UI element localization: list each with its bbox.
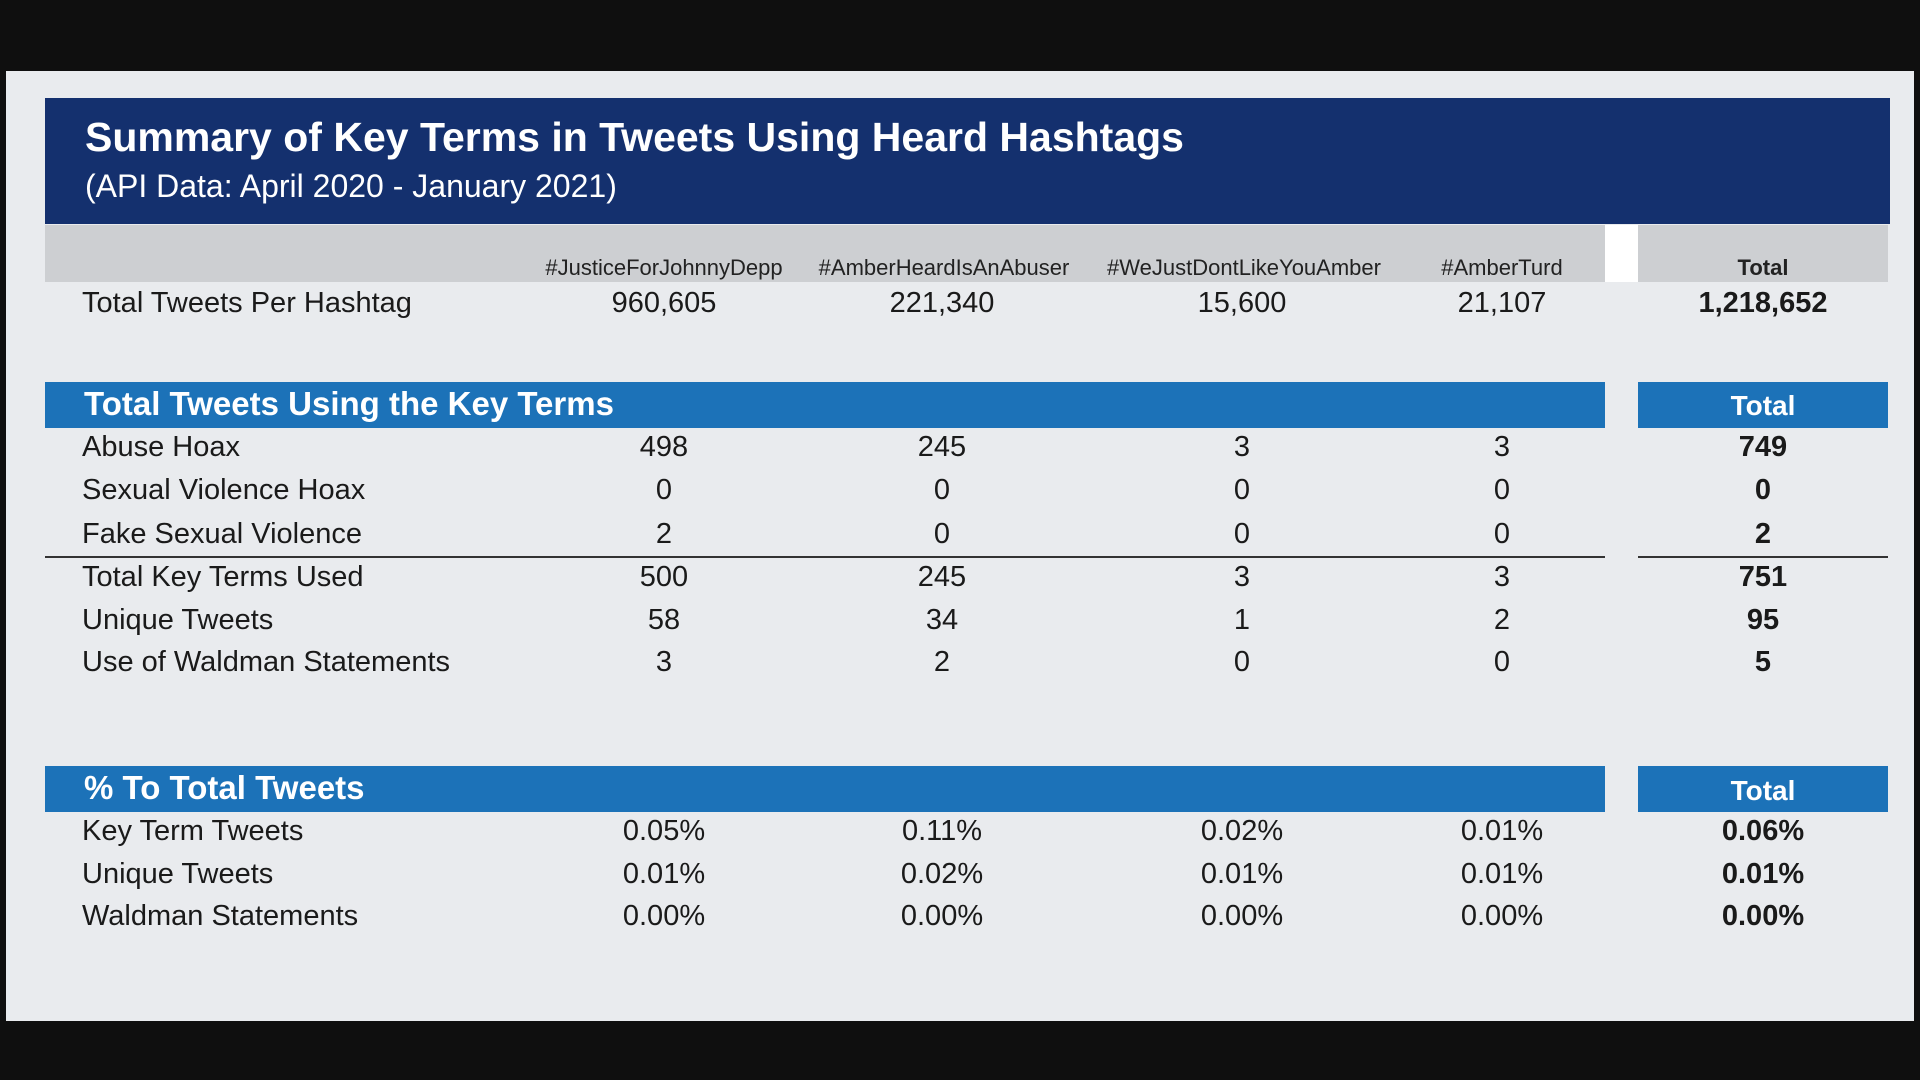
row-label: Total Tweets Per Hashtag [82,287,412,319]
row-label: Use of Waldman Statements [82,646,451,678]
row-label: Unique Tweets [82,858,274,890]
hashtag-header-2: #AmberHeardIsAnAbuser [818,255,1070,280]
cell: 0.00% [1460,900,1544,932]
table-row [0,815,1920,855]
table-row [0,561,1920,601]
subtotal-rule-total [1638,556,1888,558]
total-cell: 2 [1754,518,1772,550]
cell: 0.02% [900,858,984,890]
percent-title: % To Total Tweets [84,769,365,806]
row-label: Fake Sexual Violence [82,518,362,550]
page-subtitle: (API Data: April 2020 - January 2021) [85,168,617,204]
cell: 0 [933,518,951,550]
table-row [0,518,1920,558]
total-cell: 0.01% [1721,858,1805,890]
total-cell: 95 [1746,604,1780,636]
page-title: Summary of Key Terms in Tweets Using Heard Hashtags [85,114,1184,160]
cell: 245 [917,431,967,463]
cell: 0.05% [622,815,706,847]
total-cell: 5 [1754,646,1772,678]
hashtag-header-1: #JusticeForJohnnyDepp [545,255,783,280]
percent-total-header: Total [1730,775,1796,806]
table-row [0,646,1920,686]
cell: 500 [639,561,689,593]
cell: 960,605 [611,287,717,319]
total-cell: 0.00% [1721,900,1805,932]
total-cell: 751 [1738,561,1788,593]
row-label: Total Key Terms Used [82,561,364,593]
cell: 3 [1493,431,1511,463]
cell: 21,107 [1457,287,1547,319]
cell: 0.01% [622,858,706,890]
cell: 2 [933,646,951,678]
total-header: Total [1737,255,1789,280]
row-label: Abuse Hoax [82,431,240,463]
cell: 0.00% [900,900,984,932]
key-terms-total-header: Total [1730,390,1796,421]
cell: 0 [933,474,951,506]
total-cell: 1,218,652 [1698,287,1828,319]
cell: 0.01% [1460,858,1544,890]
tweets-per-hashtag-row [0,287,1920,327]
cell: 0 [1233,518,1251,550]
cell: 0 [1493,518,1511,550]
row-label: Key Term Tweets [82,815,304,847]
cell: 498 [639,431,689,463]
cell: 221,340 [889,287,995,319]
subtotal-rule [45,556,1605,558]
cell: 0.01% [1460,815,1544,847]
cell: 0 [1493,646,1511,678]
cell: 0.00% [1200,900,1284,932]
cell: 58 [647,604,681,636]
hashtag-header-4: #AmberTurd [1441,255,1563,280]
cell: 1 [1233,604,1251,636]
table-row [0,604,1920,644]
cell: 2 [1493,604,1511,636]
cell: 0.11% [901,815,983,847]
cell: 0 [655,474,673,506]
cell: 2 [655,518,673,550]
cell: 0.02% [1200,815,1284,847]
cell: 3 [655,646,673,678]
total-cell: 0 [1754,474,1772,506]
total-cell: 0.06% [1721,815,1805,847]
cell: 3 [1233,431,1251,463]
cell: 0.01% [1200,858,1284,890]
row-label: Sexual Violence Hoax [82,474,366,506]
table-row [0,900,1920,940]
total-cell: 749 [1738,431,1788,463]
cell: 34 [925,604,959,636]
hashtag-header-3: #WeJustDontLikeYouAmber [1107,255,1381,280]
key-terms-title: Total Tweets Using the Key Terms [84,385,614,422]
cell: 0.00% [622,900,706,932]
row-label: Unique Tweets [82,604,274,636]
table-row [0,431,1920,471]
cell: 0 [1493,474,1511,506]
table-row [0,474,1920,514]
cell: 245 [917,561,967,593]
row-label: Waldman Statements [82,900,359,932]
cell: 0 [1233,474,1251,506]
cell: 0 [1233,646,1251,678]
cell: 3 [1493,561,1511,593]
cell: 3 [1233,561,1251,593]
table-row [0,858,1920,898]
cell: 15,600 [1197,287,1287,319]
